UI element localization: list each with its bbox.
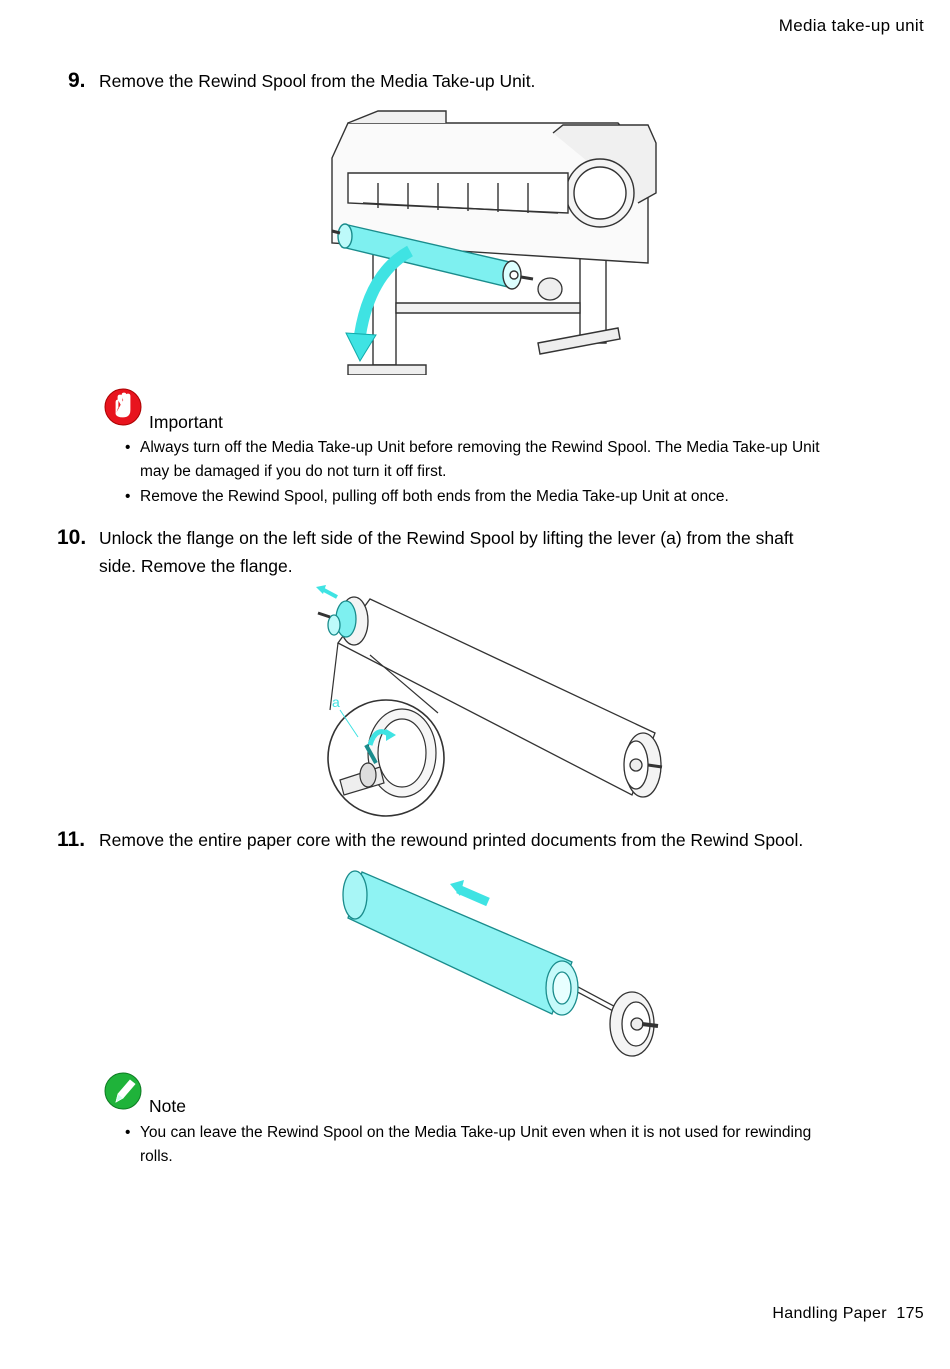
important-bullet-2: [125, 485, 900, 509]
figure-remove-paper-core: [340, 862, 670, 1062]
step-11-number: 11.: [57, 828, 86, 851]
important-bullet-1-line-1: Always turn off the Media Take-up Unit before removing the Rewind Spool. The Media Take-up Unit: [140, 439, 820, 456]
step-9-number: 9.: [68, 69, 86, 92]
step-10-text: [99, 524, 919, 580]
note-bullet-1: [125, 1121, 900, 1169]
important-bullet-1: [125, 436, 900, 484]
lever-callout-a: a: [332, 694, 340, 710]
page-number: 175: [896, 1305, 924, 1322]
figure-printer-remove-spool: [318, 103, 663, 375]
note-bullet-1-line-2: rolls.: [140, 1148, 173, 1165]
step-11-text: Remove the entire paper core with the rewound printed documents from the Rewind Spool.: [99, 830, 804, 850]
bullet-dot: •: [125, 1124, 131, 1141]
bullet-dot: •: [125, 488, 131, 505]
important-title: Important: [149, 412, 223, 432]
important-bullet-2-line-1: Remove the Rewind Spool, pulling off both ends from the Media Take-up Unit at once.: [140, 488, 729, 505]
step-9-text: Remove the Rewind Spool from the Media Take-up Unit.: [99, 71, 536, 91]
step-10-number: 10.: [57, 526, 87, 549]
important-bullet-1-line-2: may be damaged if you do not turn it off first.: [140, 463, 447, 480]
figure-flange-unlock: [310, 585, 670, 820]
bullet-dot: •: [125, 439, 131, 456]
note-title: Note: [149, 1096, 186, 1116]
step-10-text-line-1: Unlock the flange on the left side of the Rewind Spool by lifting the lever (a) from the shaft: [99, 528, 794, 548]
step-10-text-line-2: side. Remove the flange.: [99, 556, 293, 576]
running-header: Media take-up unit: [778, 16, 924, 35]
page-footer: [772, 1305, 924, 1323]
note-icon: [103, 1072, 145, 1110]
footer-section: Handling Paper: [772, 1305, 887, 1322]
important-icon: [103, 388, 145, 426]
note-bullet-1-line-1: You can leave the Rewind Spool on the Media Take-up Unit even when it is not used for rewinding: [140, 1124, 812, 1141]
